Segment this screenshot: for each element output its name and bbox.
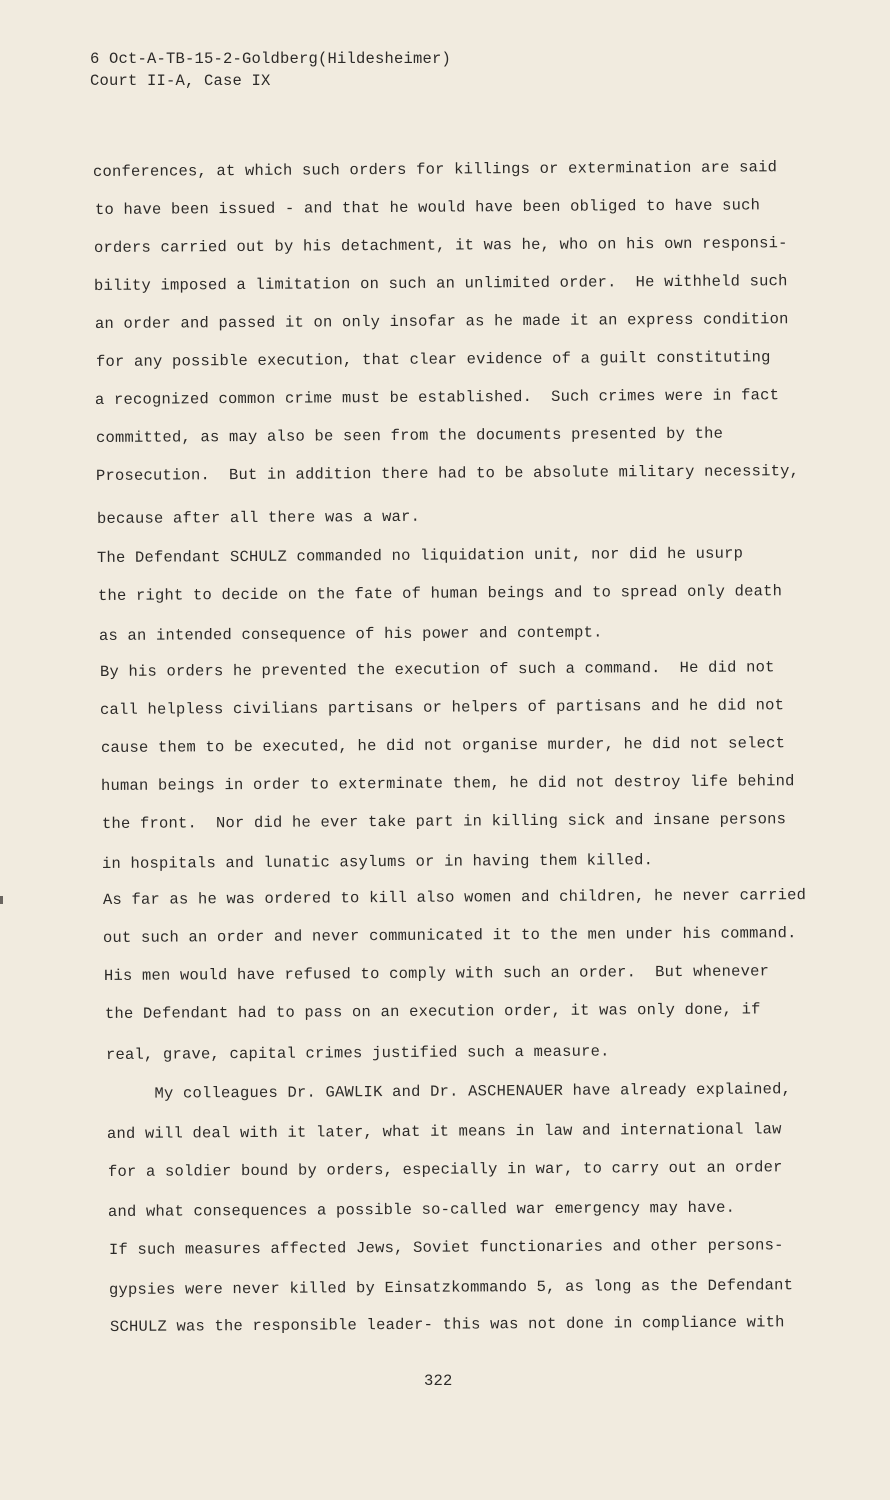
body-line: the right to decide on the fate of human beings and to spread only death	[97, 582, 783, 605]
body-line: to have been issued - and that he would have been obliged to have such	[94, 196, 761, 219]
body-line: As far as he was ordered to kill also women and children, he never carried	[102, 886, 807, 909]
header-court: Court II-A, Case IX	[90, 72, 271, 90]
body-line: orders carried out by his detachment, it was he, who on his own responsi-	[93, 234, 788, 257]
body-line: out such an order and never communicated it to the men under his command.	[102, 924, 797, 947]
body-line: for a soldier bound by orders, especially in war, to carry out an order	[107, 1158, 783, 1181]
body-line: The Defendant SCHULZ commanded no liquidation unit, nor did he usurp	[96, 544, 744, 567]
body-line: cause them to be executed, he did not organise murder, he did not select	[100, 734, 786, 757]
body-line: gypsies were never killed by Einsatzkommando 5, as long as the Defendant	[108, 1276, 794, 1299]
body-line: human beings in order to exterminate them, he did not destroy life behind	[100, 772, 795, 795]
body-line: His men would have refused to comply with such an order. But whenever	[103, 962, 770, 985]
edge-mark	[0, 896, 3, 904]
body-line: an order and passed it on only insofar as he made it an express condition	[94, 310, 789, 333]
body-line: By his orders he prevented the execution of such a command. He did not	[99, 658, 775, 681]
header-reference: 6 Oct-A-TB-15-2-Goldberg(Hildesheimer)	[90, 50, 452, 68]
body-line: as an intended consequence of his power and contempt.	[98, 623, 603, 645]
body-line: Prosecution. But in addition there had to be absolute military necessity,	[95, 462, 800, 485]
page-number: 322	[424, 1372, 453, 1390]
body-line: and will deal with it later, what it means in law and international law	[106, 1120, 782, 1143]
body-line: the front. Nor did he ever take part in killing sick and insane persons	[101, 810, 787, 833]
body-line: because after all there was a war.	[96, 507, 421, 528]
body-line: for any possible execution, that clear evidence of a guilt constituting	[95, 348, 771, 371]
body-line: bility imposed a limitation on such an unlimited order. He withheld such	[93, 272, 788, 295]
body-line: the Defendant had to pass on an execution order, it was only done, if	[104, 1000, 761, 1023]
body-line: call helpless civilians partisans or helpers of partisans and he did not	[99, 696, 785, 719]
body-line: and what consequences a possible so-called war emergency may have.	[107, 1198, 736, 1221]
body-line: in hospitals and lunatic asylums or in having them killed.	[101, 851, 654, 873]
body-line: SCHULZ was the responsible leader- this was not done in compliance with	[109, 1313, 785, 1336]
body-line: a recognized common crime must be established. Such crimes were in fact	[94, 386, 780, 409]
body-line: My colleagues Dr. GAWLIK and Dr. ASCHENAUER have already explained,	[106, 1080, 792, 1103]
body-line: conferences, at which such orders for killings or extermination are said	[92, 158, 778, 181]
body-line: committed, as may also be seen from the documents presented by the	[95, 424, 724, 447]
body-line: If such measures affected Jews, Soviet functionaries and other persons-	[108, 1236, 784, 1259]
body-line: real, grave, capital crimes justified such a measure.	[105, 1042, 610, 1064]
